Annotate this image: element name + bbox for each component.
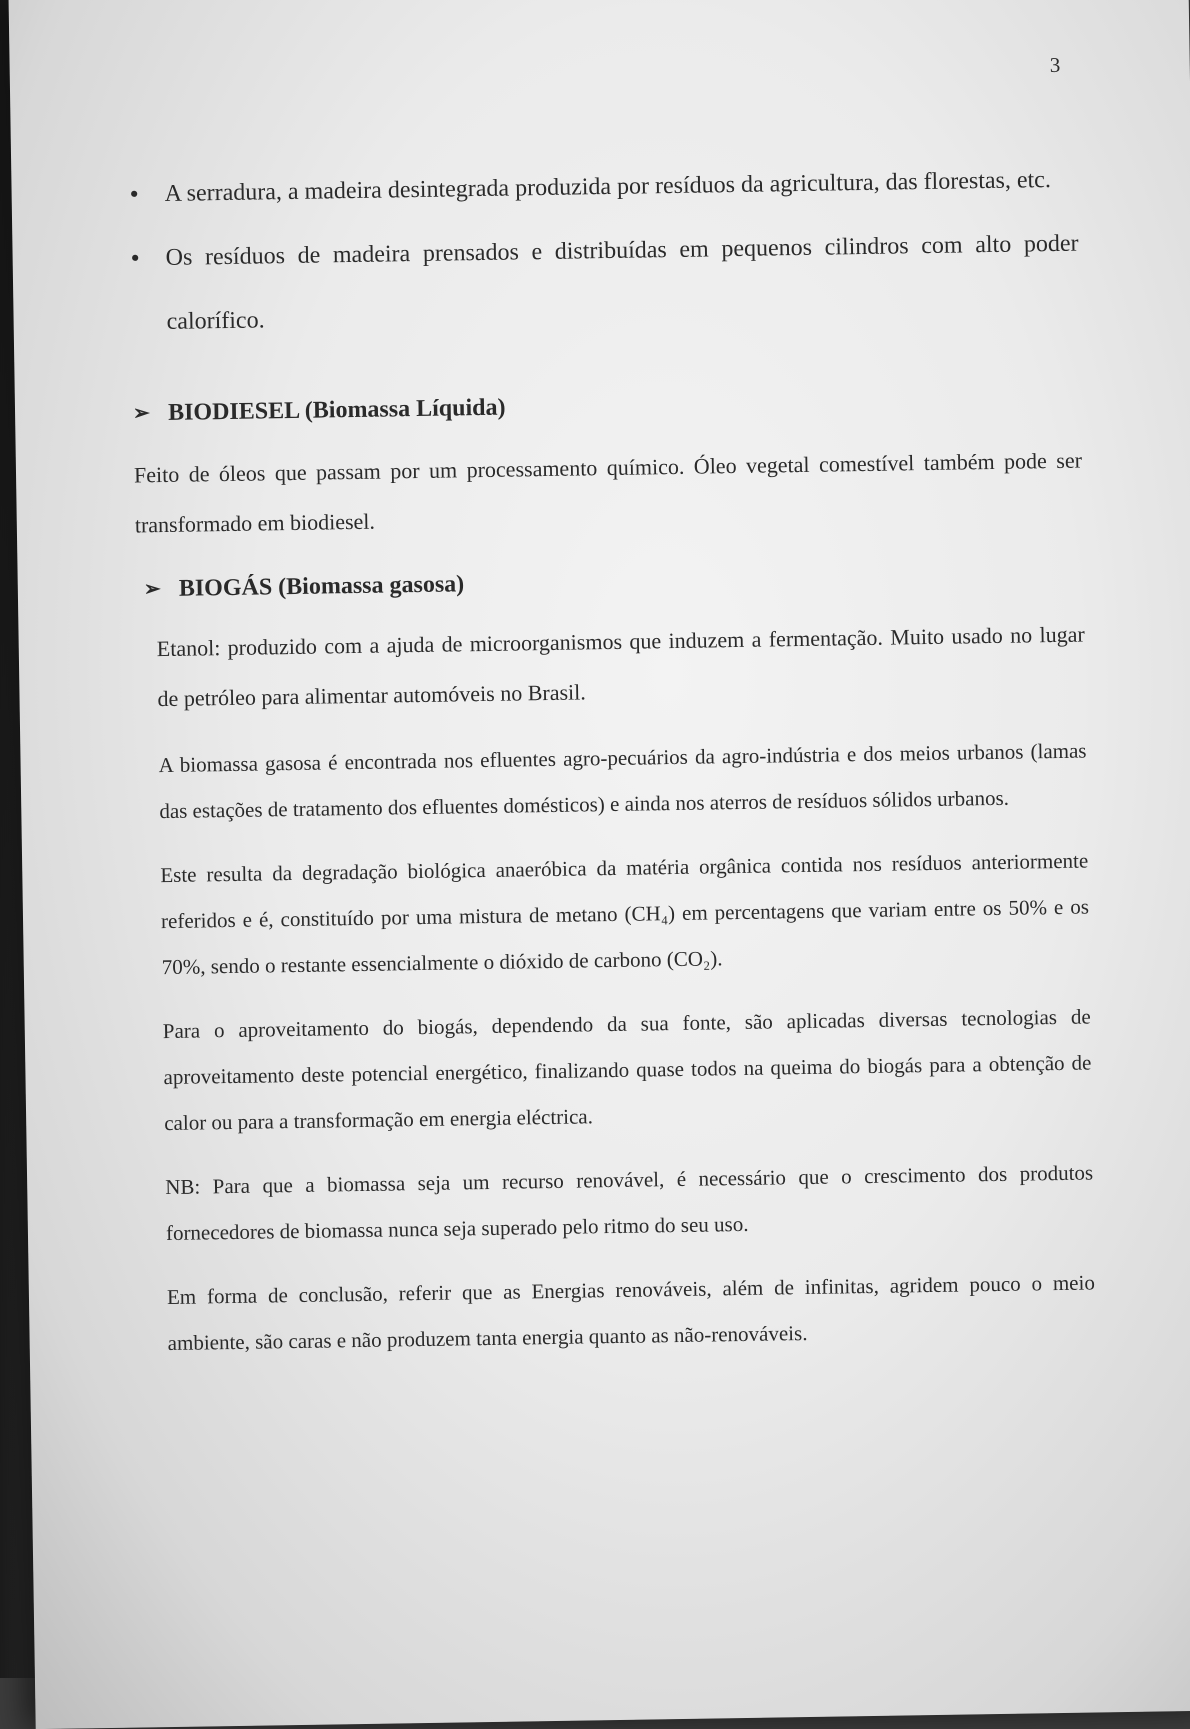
bullet-icon: •: [129, 179, 139, 209]
bullet-text: A serradura, a madeira desintegrada produzida por resíduos da agricultura, das florestas, etc.: [164, 167, 1052, 207]
paragraph-nb-note: NB: Para que a biomassa seja um recurso renovável, é necessário que o crescimento dos produtos fornecedores de biomassa nunca seja superado pelo ritmo do seu uso.: [165, 1160, 1094, 1246]
bullet-list: [129, 148, 1080, 355]
bullet-item-pellets: [130, 212, 1080, 355]
section-biodiesel: [133, 382, 1083, 551]
document-page: [8, 0, 1190, 1729]
heading-text: BIODIESEL (Biomassa Líquida): [167, 394, 506, 426]
section-heading-biodiesel: [133, 382, 1081, 431]
biogas-paragraphs: [144, 610, 1096, 1367]
section-heading-biogas: [144, 558, 1084, 607]
paragraph-conclusion: Em forma de conclusão, referir que as Energias renováveis, além de infinitas, agridem pouco o meio ambiente, são caras e não produzem tanta energia quanto as não-renováveis.: [166, 1270, 1096, 1356]
bullet-icon: •: [130, 243, 140, 273]
page-number: 3: [1049, 52, 1061, 78]
bullet-text: Os resíduos de madeira prensados e distribuídas em pequenos cilindros com alto poder calorífico.: [165, 230, 1079, 335]
arrow-bullet-icon: ➢: [143, 578, 161, 601]
paragraph-etanol: Etanol: produzido com a ajuda de microorganismos que induzem a fermentação. Muito usado no lugar de petróleo para alimentar automóveis no Brasil.: [156, 621, 1085, 712]
section-biogas: [136, 558, 1096, 1367]
arrow-bullet-icon: ➢: [132, 402, 151, 425]
paragraph-gaseous-biomass: A biomassa gasosa é encontrada nos efluentes agro-pecuários da agro-indústria e dos meios urbanos (lamas das estações de tratamento dos efluentes domésticos) e ainda nos aterros de resíduos sólidos urbanos.: [158, 738, 1087, 824]
heading-text: BIOGÁS (Biomassa gasosa): [178, 571, 465, 602]
paragraph-biogas-use: Para o aproveitamento do biogás, dependendo da sua fonte, são aplicadas diversas tecnologias de aproveitamento deste potencial energético, finalizando quase todos na queima do biogás para a obtenção de calor ou para a transformação em energia eléctrica.: [162, 1004, 1092, 1136]
paragraph-biodiesel: Feito de óleos que passam por um processamento químico. Óleo vegetal comestível também pode ser transformado em biodiesel.: [133, 447, 1083, 538]
page-content: [129, 148, 1096, 1367]
paragraph-methane: Este resulta da degradação biológica anaeróbica da matéria orgânica contida nos resíduos anteriormente referidos e é, constituído por uma mistura de metano (CH₄) em percentagens que variam entre os 50% e os 70%, sendo o restante essencialmente o dióxido de carbono (CO₂).: [160, 848, 1090, 980]
